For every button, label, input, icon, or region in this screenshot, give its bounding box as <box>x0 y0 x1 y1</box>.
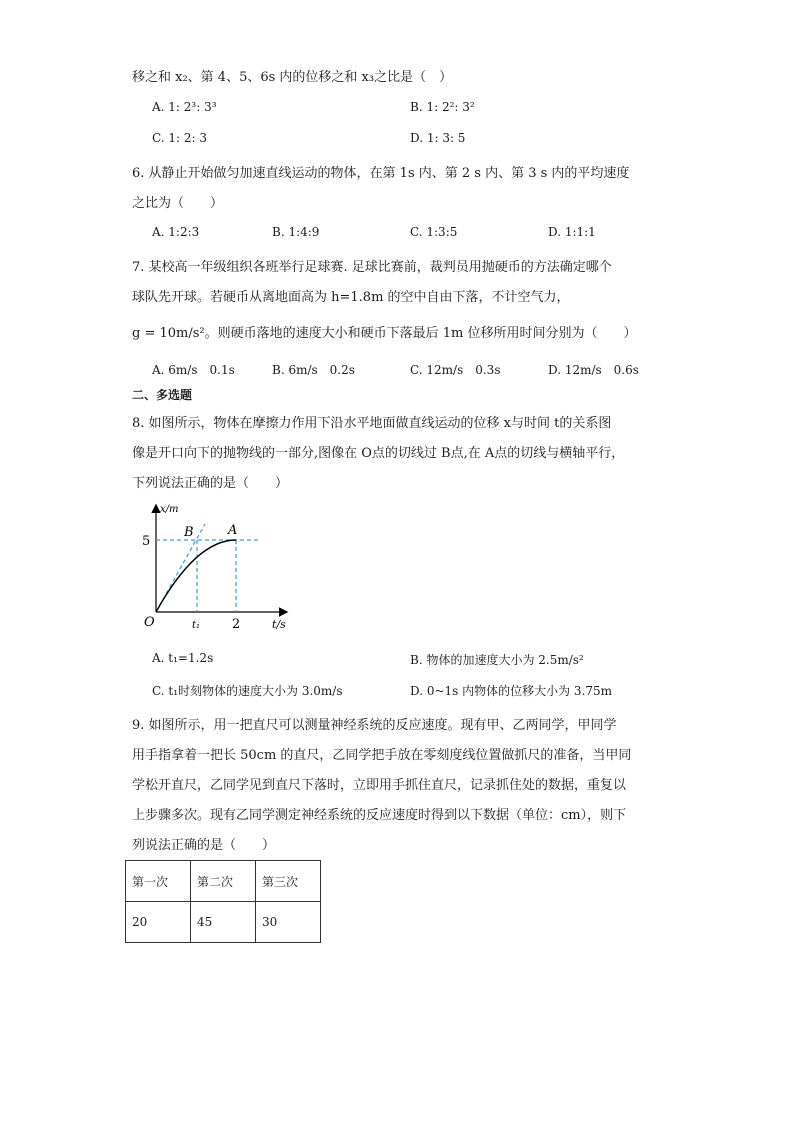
table-cell: 45 <box>191 902 256 943</box>
xt-curve <box>156 540 236 612</box>
x-tick-t1: t₁ <box>192 620 201 631</box>
q9-stem-line-3: 学松开直尺，乙同学见到直尺下落时，立即用手抓住直尺，记录抓住处的数据，重复以 <box>132 778 627 793</box>
q5-option-d: D. 1: 3: 5 <box>410 131 466 145</box>
q7-stem-line-2: 球队先开球。若硬币从离地面高为 h=1.8m 的空中自由下落，不计空气力， <box>132 290 570 305</box>
table-header-cell: 第二次 <box>191 861 256 902</box>
q6-option-b: B. 1:4:9 <box>272 225 320 239</box>
q7-option-b: B. 6m/s 0.2s <box>272 363 355 377</box>
q7-option-c: C. 12m/s 0.3s <box>410 363 501 377</box>
point-b-label: B <box>184 525 194 540</box>
q5-option-b: B. 1: 2²: 3² <box>410 100 475 114</box>
q6-option-a: A. 1:2:3 <box>152 225 200 239</box>
table-header-cell: 第三次 <box>256 861 321 902</box>
q6-option-d: D. 1:1:1 <box>548 225 596 239</box>
table-header-cell: 第一次 <box>126 861 191 902</box>
y-tick-5: 5 <box>142 534 151 549</box>
table-header-row <box>126 861 321 902</box>
table-cell: 20 <box>126 902 191 943</box>
q5-option-c: C. 1: 2: 3 <box>152 131 208 145</box>
q8-option-a: A. t₁=1.2s <box>152 651 214 665</box>
q8-option-b: B. 物体的加速度大小为 2.5m/s² <box>410 653 584 667</box>
q8-option-c: C. t₁时刻物体的速度大小为 3.0m/s <box>152 684 343 698</box>
q9-stem-line-5: 列说法正确的是（ ） <box>132 838 276 853</box>
q8-option-d: D. 0~1s 内物体的位移大小为 3.75m <box>410 684 613 698</box>
table-cell: 30 <box>256 902 321 943</box>
q6-stem-line-2: 之比为（ ） <box>132 196 224 211</box>
point-a-label: A <box>228 523 238 538</box>
q6-option-c: C. 1:3:5 <box>410 225 458 239</box>
q8-stem-line-1: 8. 如图所示，物体在摩擦力作用下沿水平地面做直线运动的位移 x与时间 t的关系图 <box>132 416 612 431</box>
q8-stem-line-3: 下列说法正确的是（ ） <box>132 476 289 491</box>
q9-data-table <box>125 860 321 943</box>
q5-option-a: A. 1: 2³: 3³ <box>152 100 217 114</box>
q7-stem-line-3: g = 10m/s²。则硬币落地的速度大小和硬币下落最后 1m 位移所用时间分别为（ ） <box>132 326 637 341</box>
q7-option-a: A. 6m/s 0.1s <box>152 363 235 377</box>
q5-stem-line: 移之和 x₂、第 4、5、6s 内的位移之和 x₃之比是（ ） <box>132 70 453 85</box>
q7-stem-line-1: 7. 某校高一年级组织各班举行足球赛. 足球比赛前，裁判员用抛硬币的方法确定哪个 <box>132 260 612 275</box>
q7-option-d: D. 12m/s 0.6s <box>548 363 639 377</box>
table-row <box>126 902 321 943</box>
q9-stem-line-1: 9. 如图所示，用一把直尺可以测量神经系统的反应速度。现有甲、乙两同学，甲同学 <box>132 718 617 733</box>
origin-label: O <box>144 615 155 630</box>
q9-stem-line-4: 上步骤多次。现有乙同学测定神经系统的反应速度时得到以下数据（单位：cm），则下 <box>132 808 627 823</box>
x-axis-label: t/s <box>272 618 286 631</box>
x-tick-2: 2 <box>232 617 241 632</box>
q6-stem-line-1: 6. 从静止开始做匀加速直线运动的物体，在第 1s 内、第 2 s 内、第 3 s 内的平均速度 <box>132 166 630 181</box>
y-axis-label: x/m <box>160 504 179 515</box>
q8-xt-graph <box>140 500 310 635</box>
section-heading: 二、多选题 <box>132 388 193 402</box>
q9-stem-line-2: 用手指拿着一把长 50cm 的直尺，乙同学把手放在零刻度线位置做抓尺的准备，当甲同 <box>132 748 632 763</box>
q8-stem-line-2: 像是开口向下的抛物线的一部分,图像在 O点的切线过 B点,在 A点的切线与横轴平行， <box>132 446 625 461</box>
